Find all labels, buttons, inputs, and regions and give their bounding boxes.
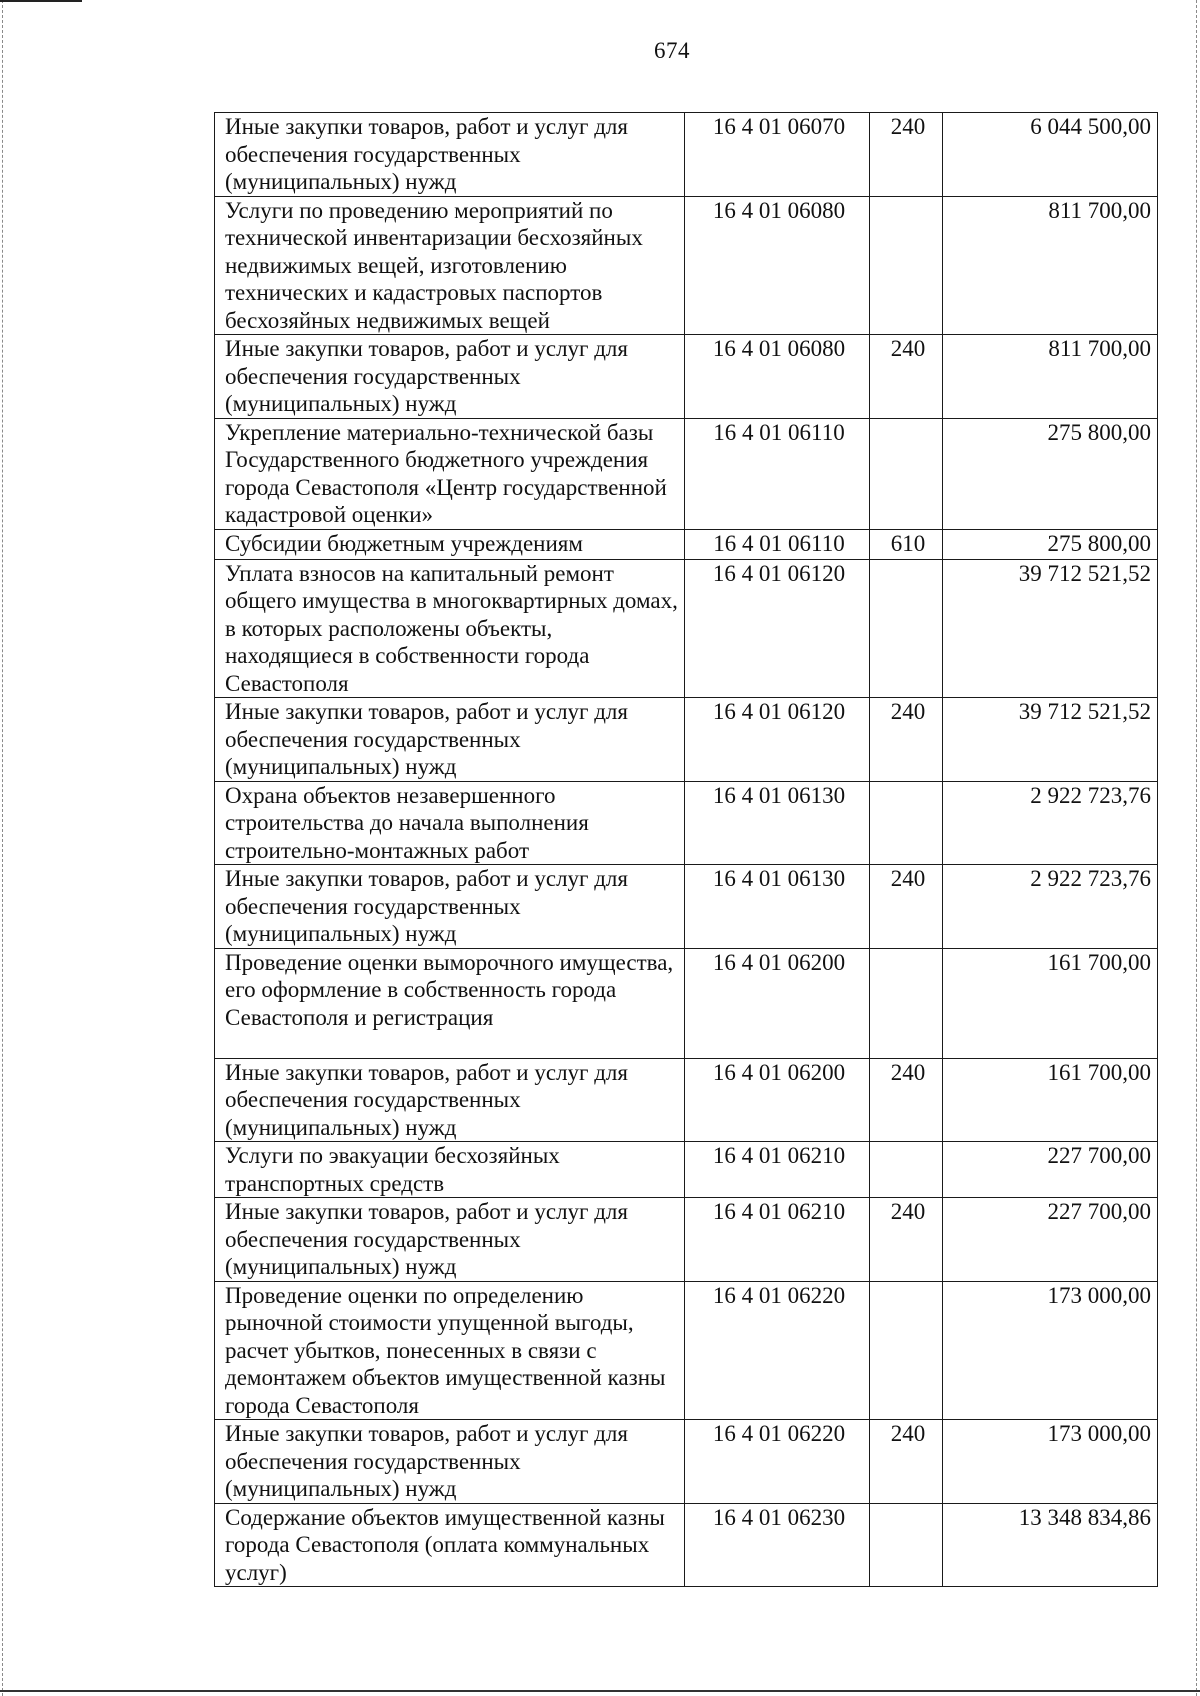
target-code-cell: 16 4 01 06110 xyxy=(685,529,870,559)
target-code-cell: 16 4 01 06210 xyxy=(685,1198,870,1282)
target-code-cell: 16 4 01 06200 xyxy=(685,1058,870,1142)
amount-cell: 2 922 723,76 xyxy=(943,781,1158,865)
target-code-cell: 16 4 01 06120 xyxy=(685,698,870,782)
amount-cell: 39 712 521,52 xyxy=(943,698,1158,782)
amount-cell: 227 700,00 xyxy=(943,1142,1158,1198)
expense-type-cell xyxy=(870,196,943,335)
amount-cell: 227 700,00 xyxy=(943,1198,1158,1282)
target-code-cell: 16 4 01 06080 xyxy=(685,196,870,335)
expense-name-cell: Субсидии бюджетным учреждениям xyxy=(215,529,685,559)
expense-name-cell: Иные закупки товаров, работ и услуг для обеспечения государственных (муниципальных) нужд xyxy=(215,113,685,197)
expense-type-cell xyxy=(870,1281,943,1420)
expense-type-cell: 240 xyxy=(870,1058,943,1142)
scan-bottom-edge xyxy=(0,1690,1200,1692)
expense-name-cell: Иные закупки товаров, работ и услуг для обеспечения государственных (муниципальных) нужд xyxy=(215,1058,685,1142)
expense-name-cell: Услуги по проведению мероприятий по технической инвентаризации бесхозяйных недвижимых вещей, изготовлению технических и кадастровых паспортов бесхозяйных недвижимых вещей xyxy=(215,196,685,335)
table-row xyxy=(215,1281,1158,1420)
table-row xyxy=(215,1142,1158,1198)
expense-name-cell: Иные закупки товаров, работ и услуг для обеспечения государственных (муниципальных) нужд xyxy=(215,698,685,782)
expense-type-cell: 240 xyxy=(870,335,943,419)
expense-name-cell: Иные закупки товаров, работ и услуг для обеспечения государственных (муниципальных) нужд xyxy=(215,865,685,949)
target-code-cell: 16 4 01 06070 xyxy=(685,113,870,197)
table-row xyxy=(215,865,1158,949)
amount-cell: 275 800,00 xyxy=(943,418,1158,529)
expense-name-cell: Услуги по эвакуации бесхозяйных транспортных средств xyxy=(215,1142,685,1198)
target-code-cell: 16 4 01 06130 xyxy=(685,781,870,865)
target-code-cell: 16 4 01 06210 xyxy=(685,1142,870,1198)
expense-type-cell: 610 xyxy=(870,529,943,559)
table-row xyxy=(215,1198,1158,1282)
table-row xyxy=(215,196,1158,335)
scan-top-mark xyxy=(0,0,82,2)
target-code-cell: 16 4 01 06130 xyxy=(685,865,870,949)
expense-name-cell: Укрепление материально-технической базы Государственного бюджетного учреждения города Севастополя «Центр государственной кадастровой оценки» xyxy=(215,418,685,529)
table-row xyxy=(215,781,1158,865)
amount-cell: 161 700,00 xyxy=(943,1058,1158,1142)
table-row xyxy=(215,1503,1158,1587)
target-code-cell: 16 4 01 06080 xyxy=(685,335,870,419)
amount-cell: 13 348 834,86 xyxy=(943,1503,1158,1587)
expense-type-cell xyxy=(870,559,943,698)
amount-cell: 6 044 500,00 xyxy=(943,113,1158,197)
table-row xyxy=(215,529,1158,559)
expense-type-cell xyxy=(870,1142,943,1198)
expense-name-cell: Уплата взносов на капитальный ремонт общего имущества в многоквартирных домах, в которых расположены объекты, находящиеся в собственности города Севастополя xyxy=(215,559,685,698)
table-row xyxy=(215,335,1158,419)
table-row xyxy=(215,698,1158,782)
table-row xyxy=(215,418,1158,529)
amount-cell: 2 922 723,76 xyxy=(943,865,1158,949)
amount-cell: 811 700,00 xyxy=(943,335,1158,419)
amount-cell: 275 800,00 xyxy=(943,529,1158,559)
scan-right-edge xyxy=(1196,0,1197,1696)
expense-type-cell xyxy=(870,781,943,865)
target-code-cell: 16 4 01 06200 xyxy=(685,948,870,1058)
amount-cell: 811 700,00 xyxy=(943,196,1158,335)
expense-name-cell: Охрана объектов незавершенного строительства до начала выполнения строительно-монтажных работ xyxy=(215,781,685,865)
target-code-cell: 16 4 01 06230 xyxy=(685,1503,870,1587)
target-code-cell: 16 4 01 06220 xyxy=(685,1281,870,1420)
table-row xyxy=(215,948,1158,1058)
expense-type-cell: 240 xyxy=(870,865,943,949)
scan-left-edge xyxy=(2,0,3,1696)
expense-type-cell xyxy=(870,948,943,1058)
expense-type-cell: 240 xyxy=(870,1420,943,1504)
table-row xyxy=(215,1058,1158,1142)
budget-table xyxy=(214,112,1158,1587)
expense-name-cell: Содержание объектов имущественной казны города Севастополя (оплата коммунальных услуг) xyxy=(215,1503,685,1587)
table-row xyxy=(215,1420,1158,1504)
table-row xyxy=(215,113,1158,197)
expense-type-cell xyxy=(870,1503,943,1587)
expense-type-cell xyxy=(870,418,943,529)
page-number: 674 xyxy=(654,38,690,63)
expense-name-cell: Иные закупки товаров, работ и услуг для обеспечения государственных (муниципальных) нужд xyxy=(215,335,685,419)
expense-name-cell: Проведение оценки выморочного имущества, его оформление в собственность города Севастополя и регистрация xyxy=(215,948,685,1058)
expense-type-cell: 240 xyxy=(870,1198,943,1282)
amount-cell: 161 700,00 xyxy=(943,948,1158,1058)
target-code-cell: 16 4 01 06220 xyxy=(685,1420,870,1504)
amount-cell: 39 712 521,52 xyxy=(943,559,1158,698)
target-code-cell: 16 4 01 06120 xyxy=(685,559,870,698)
table-row xyxy=(215,559,1158,698)
expense-name-cell: Проведение оценки по определению рыночной стоимости упущенной выгоды, расчет убытков, понесенных в связи с демонтажем объектов имущественной казны города Севастополя xyxy=(215,1281,685,1420)
expense-type-cell: 240 xyxy=(870,113,943,197)
expense-type-cell: 240 xyxy=(870,698,943,782)
target-code-cell: 16 4 01 06110 xyxy=(685,418,870,529)
expense-name-cell: Иные закупки товаров, работ и услуг для обеспечения государственных (муниципальных) нужд xyxy=(215,1420,685,1504)
amount-cell: 173 000,00 xyxy=(943,1281,1158,1420)
amount-cell: 173 000,00 xyxy=(943,1420,1158,1504)
expense-name-cell: Иные закупки товаров, работ и услуг для обеспечения государственных (муниципальных) нужд xyxy=(215,1198,685,1282)
